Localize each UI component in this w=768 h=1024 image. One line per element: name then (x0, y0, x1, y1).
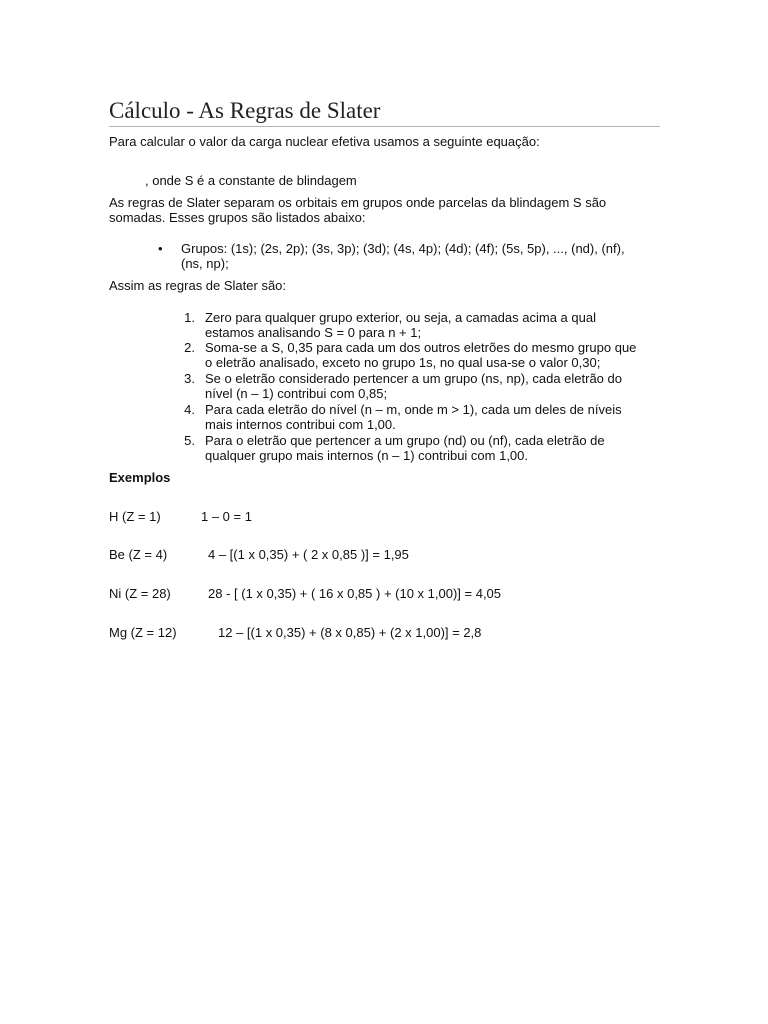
intro-text: Para calcular o valor da carga nuclear efetiva usamos a seguinte equação: (109, 134, 540, 149)
example-3-calculation: 28 - [ (1 x 0,35) + ( 16 x 0,85 ) + (10 x 1,00)] = 4,05 (208, 586, 502, 601)
rule-4-line-2: mais internos contribui com 1,00. (205, 417, 396, 432)
example-4-calculation: 12 – [(1 x 0,35) + (8 x 0,85) + (2 x 1,00)] = 2,8 (218, 625, 482, 640)
rule-3-line-2: nível (n – 1) contribui com 0,85; (205, 386, 388, 401)
title-underline (109, 126, 660, 127)
example-3-element: Ni (Z = 28) (109, 586, 171, 601)
rule-1-line-1: Zero para qualquer grupo exterior, ou seja, a camadas acima a qual (205, 310, 596, 325)
paragraph-1-line-2: somadas. Esses grupos são listados abaixo: (109, 210, 366, 225)
rule-4-number: 4. (184, 402, 195, 417)
rule-4-line-1: Para cada eletrão do nível (n – m, onde m > 1), cada um deles de níveis (205, 402, 622, 417)
examples-heading: Exemplos (109, 470, 171, 485)
example-2-element: Be (Z = 4) (109, 547, 168, 562)
equation-caption: , onde S é a constante de blindagem (145, 173, 357, 188)
example-4-element: Mg (Z = 12) (109, 625, 177, 640)
example-2-calculation: 4 – [(1 x 0,35) + ( 2 x 0,85 )] = 1,95 (208, 547, 409, 562)
bullet-line-2: (ns, np); (181, 256, 229, 271)
example-1-calculation: 1 – 0 = 1 (201, 509, 252, 524)
page-title: Cálculo - As Regras de Slater (109, 98, 381, 123)
rule-2-line-1: Soma-se a S, 0,35 para cada um dos outros eletrões do mesmo grupo que (205, 340, 637, 355)
bullet-line-1: Grupos: (1s); (2s, 2p); (3s, 3p); (3d); (4s, 4p); (4d); (4f); (5s, 5p), ..., (nd), (nf), (181, 241, 625, 256)
paragraph-1-line-1: As regras de Slater separam os orbitais em grupos onde parcelas da blindagem S são (109, 195, 607, 210)
rule-5-number: 5. (184, 433, 195, 448)
rule-5-line-1: Para o eletrão que pertencer a um grupo (nd) ou (nf), cada eletrão de (205, 433, 605, 448)
rule-2-line-2: o eletrão analisado, exceto no grupo 1s, no qual usa-se o valor 0,30; (205, 355, 601, 370)
rule-1-line-2: estamos analisando S = 0 para n + 1; (205, 325, 422, 340)
example-1-element: H (Z = 1) (109, 509, 161, 524)
rule-5-line-2: qualquer grupo mais internos (n – 1) contribui com 1,00. (205, 448, 529, 463)
rule-2-number: 2. (184, 340, 195, 355)
rule-3-number: 3. (184, 371, 195, 386)
rules-intro: Assim as regras de Slater são: (109, 278, 287, 293)
bullet-icon: • (158, 241, 163, 256)
rule-3-line-1: Se o eletrão considerado pertencer a um grupo (ns, np), cada eletrão do (205, 371, 622, 386)
rule-1-number: 1. (184, 310, 195, 325)
